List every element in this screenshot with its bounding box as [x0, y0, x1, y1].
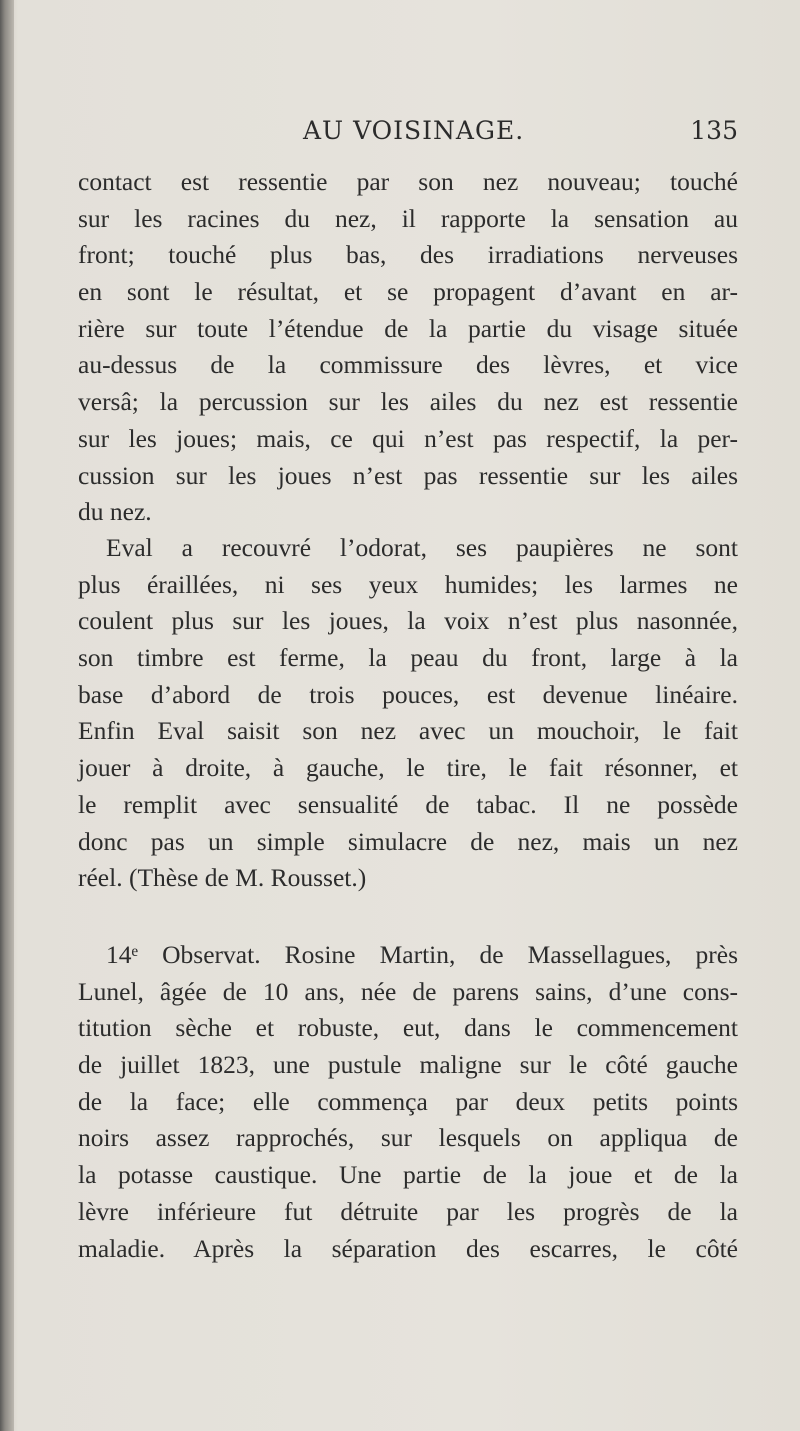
text-line: Enfin Eval saisit son nez avec un mouchoir, le fait — [78, 716, 738, 746]
text-line: coulent plus sur les joues, la voix n’est plus nasonnée, — [78, 606, 738, 636]
text-line: au-dessus de la commissure des lèvres, et vice — [78, 350, 738, 380]
text-line: maladie. Après la séparation des escarres, le côté — [78, 1233, 738, 1263]
text-line: jouer à droite, à gauche, le tire, le fait résonner, et — [78, 753, 738, 783]
text-line: en sont le résultat, et se propagent d’avant en ar- — [78, 277, 738, 307]
text-line: titution sèche et robuste, eut, dans le commencement — [78, 1013, 738, 1043]
text-line: réel. (Thèse de M. Rousset.) — [78, 863, 367, 893]
text-line: la potasse caustique. Une partie de la joue et de la — [78, 1160, 738, 1190]
text-line: lèvre inférieure fut détruite par les progrès de la — [78, 1196, 738, 1226]
running-title: AU VOISINAGE. — [303, 116, 525, 145]
text-line: de juillet 1823, une pustule maligne sur le côté gauche — [78, 1050, 738, 1080]
text-line: Eval a recouvré l’odorat, ses paupières ne sont — [106, 533, 738, 562]
text-line: de la face; elle commença par deux petits points — [78, 1086, 738, 1116]
page-header — [78, 112, 738, 152]
text-line: plus éraillées, ni ses yeux humides; les larmes ne — [78, 569, 738, 599]
page-number: 135 — [690, 116, 738, 145]
text-line: rière sur toute l’étendue de la partie du visage située — [78, 313, 738, 343]
text-line: donc pas un simple simulacre de nez, mais un nez — [78, 826, 738, 856]
paragraph-1 — [78, 164, 738, 531]
text-line: contact est ressentie par son nez nouveau; touché — [78, 167, 738, 196]
text-line: versâ; la percussion sur les ailes du nez est ressentie — [78, 387, 738, 417]
text-line: cussion sur les joues n’est pas ressentie sur les ailes — [78, 460, 738, 490]
text-line: 14ᵉ Observat. Rosine Martin, de Massellagues, près — [106, 940, 738, 969]
text-line: sur les joues; mais, ce qui n’est pas respectif, la per- — [78, 423, 738, 453]
paragraph-3 — [78, 937, 738, 1267]
text-line: du nez. — [78, 497, 152, 527]
text-line: noirs assez rapprochés, sur lesquels on appliqua de — [78, 1123, 738, 1153]
page-binding-edge — [0, 0, 14, 1431]
text-line: sur les racines du nez, il rapporte la sensation au — [78, 203, 738, 233]
text-line: base d’abord de trois pouces, est devenue linéaire. — [78, 679, 738, 709]
paragraph-2 — [78, 530, 738, 897]
text-line: front; touché plus bas, des irradiations nerveuses — [78, 240, 738, 270]
text-line: le remplit avec sensualité de tabac. Il ne possède — [78, 789, 738, 819]
text-line: Lunel, âgée de 10 ans, née de parens sains, d’une cons- — [78, 976, 738, 1006]
text-line: son timbre est ferme, la peau du front, large à la — [78, 643, 738, 673]
